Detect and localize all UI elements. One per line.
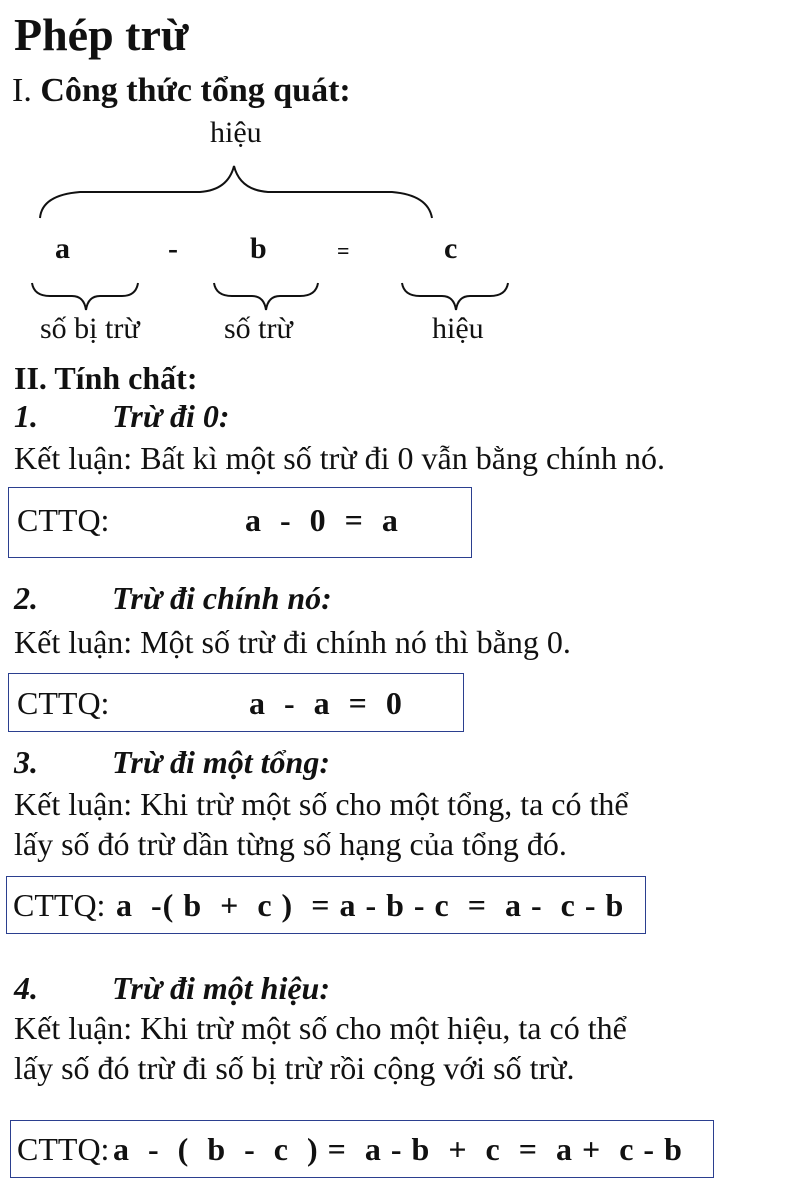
minus-sign: - bbox=[168, 232, 178, 265]
label-so-tru: số trừ bbox=[224, 312, 293, 345]
item-1-title: Trừ đi 0: bbox=[112, 398, 230, 434]
item-1-conclusion: Kết luận: Bất kì một số trừ đi 0 vẫn bằng chính nó. bbox=[14, 440, 666, 476]
item-4-formula-box bbox=[10, 1120, 714, 1178]
item-4-number: 4. bbox=[14, 970, 38, 1006]
item-1-cttq-label: CTTQ: bbox=[17, 502, 110, 538]
item-2-conclusion: Kết luận: Một số trừ đi chính nó thì bằng 0. bbox=[14, 624, 571, 660]
item-2-formula-box bbox=[8, 673, 464, 732]
item-4-formula: a - ( b - c ) = a - b + c = a + c - b bbox=[113, 1131, 683, 1167]
item-1-formula-box bbox=[8, 487, 472, 558]
item-3-conclusion-line-2: lấy số đó trừ dần từng số hạng của tổng đó. bbox=[14, 826, 567, 862]
item-3-title: Trừ đi một tổng: bbox=[112, 744, 330, 780]
item-2-formula: a - a = 0 bbox=[249, 685, 403, 721]
label-hieu: hiệu bbox=[432, 312, 484, 345]
item-4-title: Trừ đi một hiệu: bbox=[112, 970, 330, 1006]
item-4-cttq-label: CTTQ: bbox=[17, 1131, 110, 1167]
label-so-bi-tru: số bị trừ bbox=[40, 312, 140, 345]
item-3-formula: a -( b + c ) = a - b - c = a - c - b bbox=[107, 887, 625, 923]
section-1-title: Công thức tổng quát: bbox=[40, 72, 351, 109]
item-3-formula-box bbox=[6, 876, 646, 934]
var-b: b bbox=[250, 232, 267, 265]
item-2-title: Trừ đi chính nó: bbox=[112, 580, 332, 616]
item-4-conclusion-line-2: lấy số đó trừ đi số bị trừ rồi cộng với số trừ. bbox=[14, 1050, 575, 1086]
braces-diagram bbox=[0, 0, 800, 330]
item-2-cttq-label: CTTQ: bbox=[17, 685, 110, 721]
section-2-heading: II. Tính chất: bbox=[14, 360, 198, 396]
under-brace-a bbox=[32, 283, 138, 310]
item-3-conclusion-line-1: Kết luận: Khi trừ một số cho một tổng, ta có thể bbox=[14, 786, 629, 822]
item-3-number: 3. bbox=[14, 744, 38, 780]
item-2-number: 2. bbox=[14, 580, 38, 616]
under-brace-c bbox=[402, 283, 508, 310]
item-1-number: 1. bbox=[14, 398, 38, 434]
under-brace-b bbox=[214, 283, 318, 310]
item-1-formula: a - 0 = a bbox=[245, 502, 399, 538]
top-brace bbox=[40, 166, 432, 218]
equals-sign: = bbox=[337, 238, 350, 263]
var-c: c bbox=[444, 232, 458, 265]
item-3-cttq-label: CTTQ: bbox=[13, 887, 106, 923]
section-1-numeral: I. bbox=[12, 72, 32, 109]
item-4-conclusion-line-1: Kết luận: Khi trừ một số cho một hiệu, ta có thể bbox=[14, 1010, 627, 1046]
page-title: Phép trừ bbox=[14, 9, 189, 60]
diagram-top-label: hiệu bbox=[210, 116, 262, 149]
var-a: a bbox=[55, 232, 70, 265]
